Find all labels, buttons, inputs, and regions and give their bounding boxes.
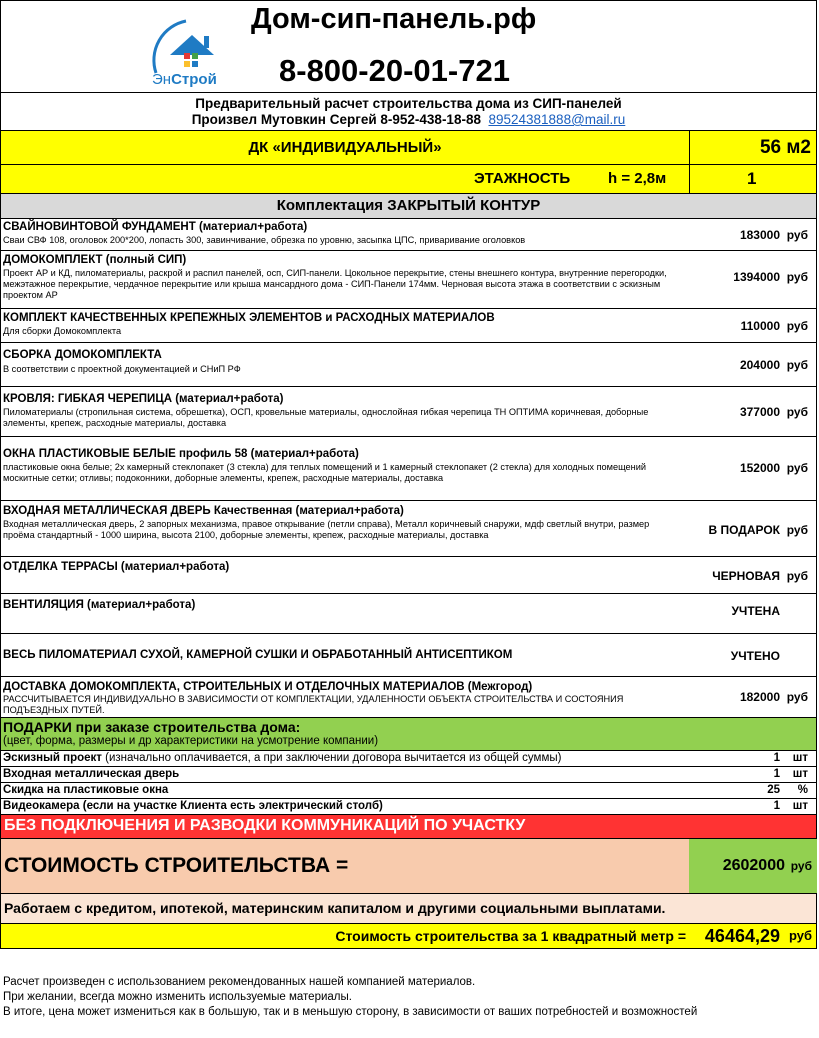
list-item: ОКНА ПЛАСТИКОВЫЕ БЕЛЫЕ профиль 58 (материал+работа) пластиковые окна белые; 2х камерный стеклопакет (3 стекла) для теплых помещений и 1 камерный стеклопакет (2 стекла) для холодных помещений москитные сетки; отливы; подоконники, доборные элементы, крепеж, расходные материалы, доставка 152000 руб (0, 437, 817, 501)
subtitle: Предварительный расчет строительства дома из СИП-панелей (195, 96, 622, 111)
per-meter-value: 46464,29 (704, 926, 780, 946)
list-item: СВАЙНОВИНТОВОЙ ФУНДАМЕНТ (материал+работа) Сваи СВФ 108, оголовок 200*200, лопасть 300, завинчивание, обрезка по уровню, засыпка ЦПС, приваривание оголовков 183000 руб (0, 219, 817, 251)
total-cost-row (0, 839, 817, 894)
list-item: ВЕСЬ ПИЛОМАТЕРИАЛ СУХОЙ, КАМЕРНОЙ СУШКИ И ОБРАБОТАННЫЙ АНТИСЕПТИКОМ УЧТЕНО (0, 634, 817, 677)
list-item: ОТДЕЛКА ТЕРРАСЫ (материал+работа) ЧЕРНОВАЯ руб (0, 557, 817, 594)
note-line: Расчет произведен с использованием рекомендованных нашей компанией материалов. (3, 976, 476, 988)
subtitle-block (0, 93, 817, 131)
credit-note: Работаем с кредитом, ипотекой, материнским капиталом и другими социальными выплатами. (0, 894, 817, 924)
email-link[interactable]: 89524381888@mail.ru (488, 112, 626, 127)
gift-row: Входная металлическая дверь 1 шт (0, 767, 817, 783)
list-item: ДОМОКОМПЛЕКТ (полный СИП) Проект АР и КД, пиломатериалы, раскрой и распил панелей, осп, СИП-панели. Цокольное перекрытие, стены внешнего контура, внутренние перегородки, межэтажное перекрытие, чердачное перекрытие или крыша мансардного дома - СИП-Панели 174мм. Черновая высота этажа в соответствии с эскизным проектом АР 1394000 руб (0, 251, 817, 309)
total-unit: руб (790, 859, 812, 873)
per-meter-row (0, 924, 817, 949)
kit-title: Комплектация ЗАКРЫТЫЙ КОНТУР (0, 194, 817, 219)
note-line: При желании, всегда можно изменить используемые материалы. (3, 991, 352, 1003)
phone-number: 8-800-20-01-721 (279, 53, 510, 88)
gift-row: Видеокамера (если на участке Клиента есть электрический столб) 1 шт (0, 799, 817, 815)
no-utilities-banner: БЕЗ ПОДКЛЮЧЕНИЯ И РАЗВОДКИ КОММУНИКАЦИЙ ПО УЧАСТКУ (0, 815, 817, 839)
list-item: ДОСТАВКА ДОМОКОМПЛЕКТА, СТРОИТЕЛЬНЫХ И ОТДЕЛОЧНЫХ МАТЕРИАЛОВ (Межгород) РАССЧИТЫВАЕТСЯ ИНДИВИДУАЛЬНО В ЗАВИСИМОСТИ ОТ КОМПЛЕКТАЦИИ, УДАЛЕННОСТИ ОБЪЕКТА СТРОИТЕЛЬСТВА И СОСТОЯНИЯ ПОДЪЕЗДНЫХ ПУТЕЙ. 182000 руб (0, 677, 817, 718)
gift-row: Эскизный проект (изначально оплачивается, а при заключении договора вычитается из общей суммы) 1 шт (0, 751, 817, 767)
per-meter-label: Стоимость строительства за 1 квадратный метр = (335, 928, 686, 944)
list-item: ВЕНТИЛЯЦИЯ (материал+работа) УЧТЕНА (0, 594, 817, 634)
site-title: Дом-сип-панель.рф (251, 3, 537, 35)
company-logo (146, 13, 236, 91)
gift-row: Скидка на пластиковые окна 25 % (0, 783, 817, 799)
header (0, 0, 817, 93)
floor-height: h = 2,8м (608, 170, 667, 187)
per-meter-unit: руб (788, 928, 812, 943)
logo-text: ЭнСтрой (152, 71, 217, 88)
list-item: ВХОДНАЯ МЕТАЛЛИЧЕСКАЯ ДВЕРЬ Качественная (материал+работа) Входная металлическая дверь, 2 запорных механизма, правое открывание (петли справа), Металл коричневый снаружи, мдф светлый внутри, размер проёма стандартный - 1000 ширина, высота 2100, доборные элементы, крепеж, расходные материалы, доставка В ПОДАРОК руб (0, 501, 817, 557)
gifts-header: ПОДАРКИ при заказе строительства дома: (цвет, форма, размеры и др характеристики на усмотрение компании) (0, 718, 817, 751)
project-area: 56 м2 (759, 137, 811, 158)
list-item: СБОРКА ДОМОКОМПЛЕКТА В соответствии с проектной документацией и СНиП РФ 204000 руб (0, 343, 817, 387)
total-value: 2602000 (722, 857, 785, 874)
list-item: КРОВЛЯ: ГИБКАЯ ЧЕРЕПИЦА (материал+работа) Пиломатериалы (стропильная система, обрешетка), ОСП, кровельные материалы, однослойная гибкая черепица ТН ОПТИМА коричневая, доборные элементы, крепеж, расходные материалы, доставка 377000 руб (0, 387, 817, 437)
floors-row (0, 165, 817, 194)
floors-label: ЭТАЖНОСТЬ (474, 170, 571, 187)
list-item: КОМПЛЕКТ КАЧЕСТВЕННЫХ КРЕПЕЖНЫХ ЭЛЕМЕНТОВ и РАСХОДНЫХ МАТЕРИАЛОВ Для сборки Домокомплекта 110000 руб (0, 309, 817, 343)
floors-count: 1 (747, 169, 757, 188)
project-name: ДК «ИНДИВИДУАЛЬНЫЙ» (248, 139, 442, 156)
project-row (0, 131, 817, 165)
total-label: СТОИМОСТЬ СТРОИТЕЛЬСТВА = (4, 854, 349, 877)
author: Произвел Мутовкин Сергей 8-952-438-18-88 (191, 112, 481, 127)
note-line: В итоге, цена может измениться как в большую, так и в меньшую сторону, в зависимости от ваших потребностей и возможностей (3, 1006, 698, 1018)
